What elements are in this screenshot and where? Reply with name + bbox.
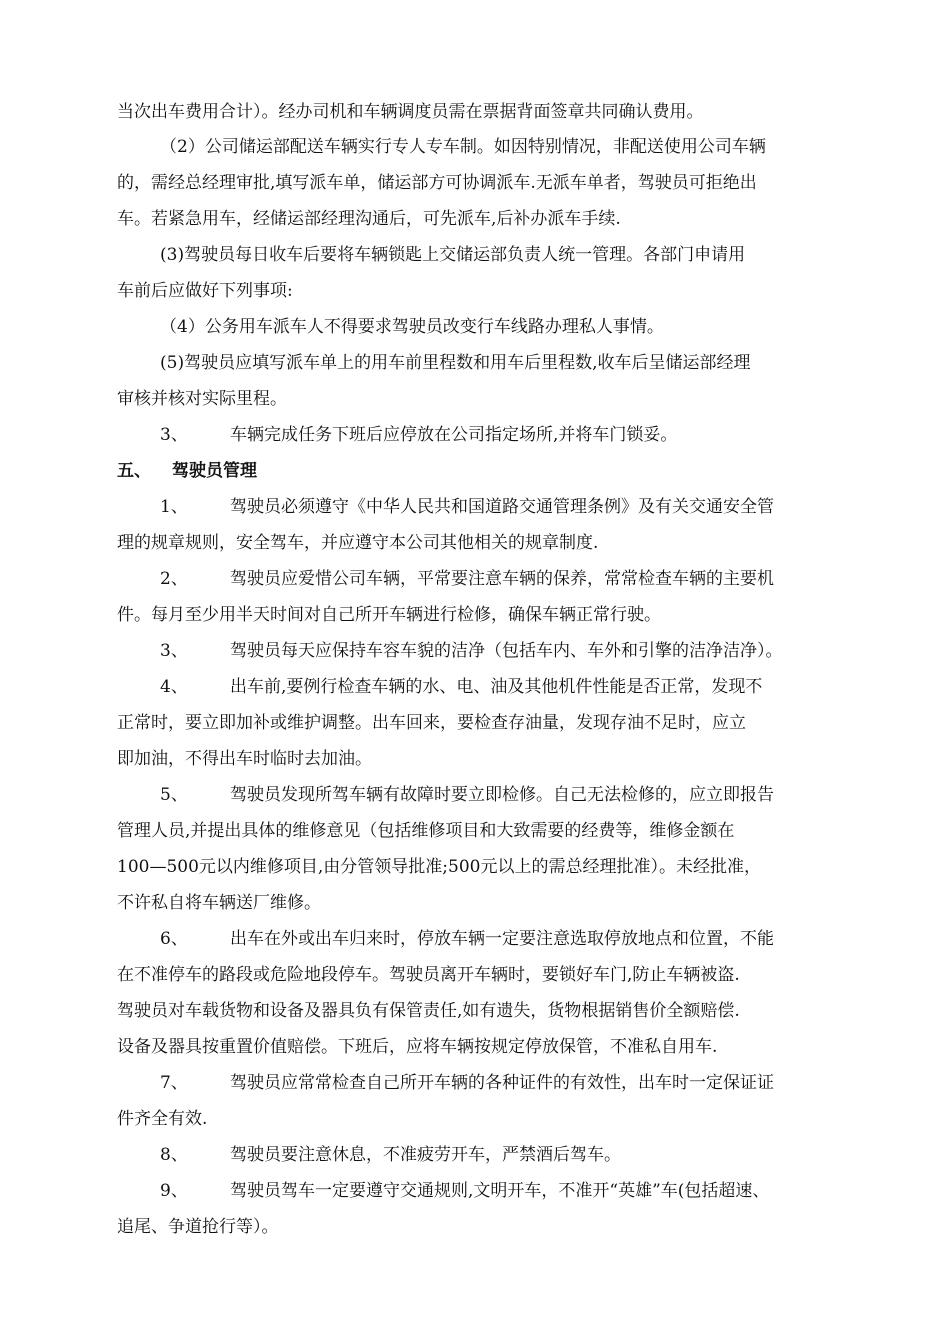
text-line: 车。若紧急用车，经储运部经理沟通后，可先派车,后补办派车手续. <box>117 209 621 229</box>
text-line: 件齐全有效. <box>117 1109 208 1129</box>
list-item <box>160 1144 837 1166</box>
item-text: 驾驶员应爱惜公司车辆，平常要注意车辆的保养，常常检查车辆的主要机 <box>230 569 774 589</box>
text-line: 追尾、争道抢行等）。 <box>117 1217 279 1237</box>
text-line: 正常时，要立即加补或维护调整。出车回来，要检查存油量，发现存油不足时，应立 <box>117 713 746 733</box>
item-number: 1、 <box>160 497 188 517</box>
item-number: 9、 <box>160 1181 188 1201</box>
section-title: 驾驶员管理 <box>172 461 257 481</box>
item-number: 3、 <box>160 425 188 445</box>
text-line: （4）公务用车派车人不得要求驾驶员改变行车线路办理私人事情。 <box>160 317 664 337</box>
text-line: 驾驶员对车载货物和设备及器具负有保管责任,如有遗失，货物根据销售价全额赔偿. <box>117 1001 740 1021</box>
item-text: 驾驶员发现所驾车辆有故障时要立即检修。自己无法检修的，应立即报告 <box>230 785 774 805</box>
item-number: 4、 <box>160 677 188 697</box>
item-text: 驾驶员必须遵守《中华人民共和国道路交通管理条例》及有关交通安全管 <box>230 497 774 517</box>
list-item <box>160 1072 837 1094</box>
list-item <box>160 784 837 806</box>
list-item <box>160 496 837 518</box>
text-line: 管理人员,并提出具体的维修意见（包括维修项目和大致需要的经费等，维修金额在 <box>117 821 735 841</box>
text-line: （2）公司储运部配送车辆实行专人专车制。如因特别情况，非配送使用公司车辆 <box>160 137 766 157</box>
text-line: 100—500元以内维修项目,由分管领导批准;500元以上的需总经理批准）。未经批准， <box>117 857 761 877</box>
text-line: 的，需经总经理审批,填写派车单，储运部方可协调派车.无派车单者，驾驶员可拒绝出 <box>117 173 757 193</box>
text-line: 车前后应做好下列事项: <box>117 281 293 301</box>
section-heading <box>117 460 837 482</box>
item-text: 驾驶员要注意休息，不准疲劳开车，严禁酒后驾车。 <box>230 1145 621 1165</box>
text-line: (3)驾驶员每日收车后要将车辆锁匙上交储运部负责人统一管理。各部门申请用 <box>160 245 746 265</box>
item-number: 7、 <box>160 1073 188 1093</box>
text-line: 件。每月至少用半天时间对自己所开车辆进行检修，确保车辆正常行驶。 <box>117 605 661 625</box>
text-line: 即加油，不得出车时临时去加油。 <box>117 749 372 769</box>
item-text: 驾驶员驾车一定要遵守交通规则,文明开车，不准开“英雄”车(包括超速、 <box>230 1181 770 1201</box>
list-item <box>160 676 837 698</box>
list-item <box>160 568 837 590</box>
item-number: 6、 <box>160 929 188 949</box>
list-item <box>160 1180 837 1202</box>
list-item <box>160 424 837 446</box>
item-number: 5、 <box>160 785 188 805</box>
item-number: 3、 <box>160 641 188 661</box>
text-line: (5)驾驶员应填写派车单上的用车前里程数和用车后里程数,收车后呈储运部经理 <box>160 353 751 373</box>
text-line: 审核并核对实际里程。 <box>117 389 287 409</box>
text-line: 不许私自将车辆送厂维修。 <box>117 893 321 913</box>
text-line: 在不准停车的路段或危险地段停车。驾驶员离开车辆时，要锁好车门,防止车辆被盗. <box>117 965 740 985</box>
list-item <box>160 928 837 950</box>
section-number: 五、 <box>117 461 151 481</box>
item-text: 驾驶员应常常检查自己所开车辆的各种证件的有效性，出车时一定保证证 <box>230 1073 774 1093</box>
item-text: 出车前,要例行检查车辆的水、电、油及其他机件性能是否正常，发现不 <box>230 677 763 697</box>
text-line: 当次出车费用合计）。经办司机和车辆调度员需在票据背面签章共同确认费用。 <box>117 102 704 122</box>
item-text: 驾驶员每天应保持车容车貌的洁净（包括车内、车外和引擎的洁净洁净）。 <box>230 641 783 661</box>
item-text: 出车在外或出车归来时，停放车辆一定要注意选取停放地点和位置，不能 <box>230 929 774 949</box>
text-line: 设备及器具按重置价值赔偿。下班后，应将车辆按规定停放保管，不准私自用车. <box>117 1037 718 1057</box>
item-number: 2、 <box>160 569 188 589</box>
text-line: 理的规章规则，安全驾车，并应遵守本公司其他相关的规章制度. <box>117 533 599 553</box>
list-item <box>160 640 837 662</box>
item-text: 车辆完成任务下班后应停放在公司指定场所,并将车门锁妥。 <box>230 425 678 445</box>
item-number: 8、 <box>160 1145 188 1165</box>
